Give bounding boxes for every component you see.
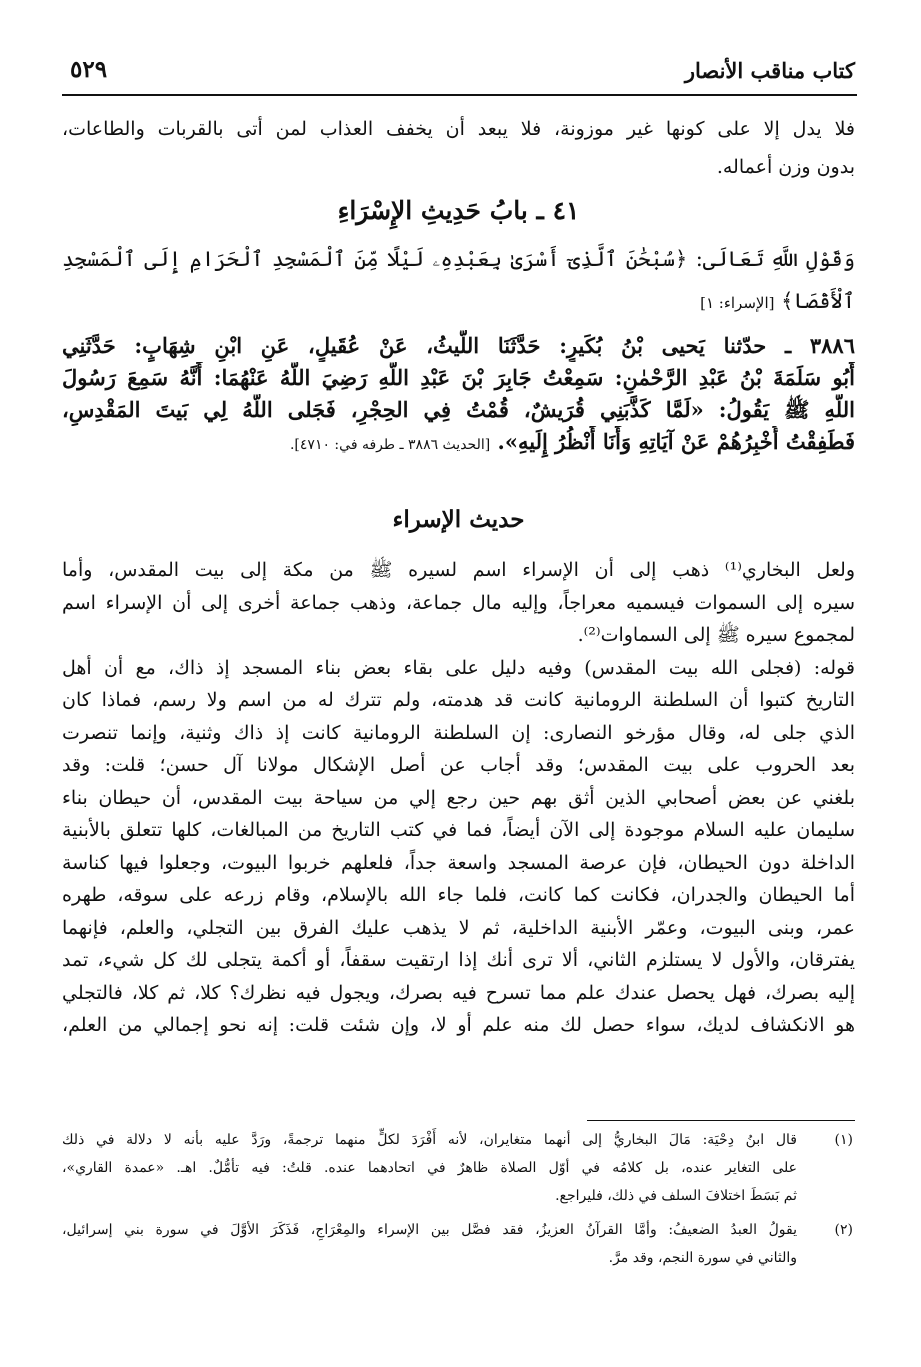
- commentary-line: التاريخ كتبوا أن السلطنة الرومانية كانت قد هدمته، ولم تترك له من اسم ولا رسم، فماذا كان: [62, 689, 855, 711]
- footnotes: [62, 1126, 855, 1278]
- commentary-line: أما الحيطان والجدران، فكانت كما كانت، فلما جاء الله بالإسلام، وقام زرعه على سوقه، طهره: [62, 884, 855, 906]
- footnote-1: [62, 1126, 855, 1210]
- footnote-line: والثاني في سورة النجم، وقد مرَّ.: [608, 1250, 797, 1266]
- hadith-text-end: فَطَفِقْتُ أُخْبِرُهُمْ عَنْ آيَاتِهِ وَأَنَا أَنْظُرُ إِلَيهِ».: [497, 429, 855, 454]
- footnote-2: [62, 1216, 855, 1272]
- text-line: بدون وزن أعماله.: [716, 156, 855, 178]
- quran-verse: [62, 238, 855, 324]
- page-number: ٥٢٩: [70, 56, 108, 83]
- book-title: كتاب مناقب الأنصار: [684, 58, 855, 83]
- footnote-line: يقولُ العبدُ الضعيفُ: وأمَّا القرآنُ العزيزُ، فقد فصَّل بين الإسراء والمِعْرَاجِ، فَذَكَرَ الأوَّلَ في سورة بني إسرائيل،: [62, 1222, 797, 1238]
- hadith-reference: [الحديث ٣٨٨٦ ـ طرفه في: ٤٧١٠].: [289, 437, 491, 453]
- verse-line-last: [62, 280, 855, 324]
- commentary-line: سيره إلى السموات فيسميه معراجاً، وإليه مال جماعة، وذهب جماعة أخرى إلى أن الإسراء اسم: [62, 591, 855, 614]
- footnote-rule: [587, 1120, 855, 1121]
- footnote-body: [62, 1126, 797, 1210]
- footnote-body: [62, 1216, 797, 1272]
- commentary-line: إليه بصرك، فهل يحصل عندك علم مما تسرح فيه بصرك، ويجول فيه نظرك؟ كلا، ثم كلا، فالتجلي: [62, 981, 855, 1004]
- footnote-marker: (١): [834, 1132, 853, 1148]
- commentary-line: بلغني عن بعض أصحابي الذين أثق بهم حين رجع إلي من سياحة بيت المقدس، أن حيطان بناء: [62, 786, 855, 809]
- hadith-line: ٣٨٨٦ ـ حدّثنا يَحيى بْنُ بُكَيرٍ: حَدَّثَنَا اللَّيثُ، عَنْ عُقَيلٍ، عَنِ ابْنِ شِهَابٍ: حَدَّثَنِي: [62, 333, 855, 358]
- verse-text: ٱلْأَقْصَا﴾: [781, 289, 855, 313]
- footnote-line: على التغاير عنده، بل كلامُه في أوّل الصلاة ظاهرٌ في اتحادهما عنده. قلتُ: فيه تأمُّلٌ. اهـ. «عمدة القاري»،: [62, 1160, 797, 1176]
- verse-citation: [الإسراء: ١]: [700, 294, 775, 312]
- hadith-line-last: [62, 426, 855, 461]
- verse-line: وَقَوْلِ اللَّهِ تَعَالَى: ﴿سُبْحَٰنَ ٱلَّذِىٓ أَسْرَىٰ بِعَبْدِهِۦ لَيْلًا مِّنَ ٱلْمَسْجِدِ ٱلْحَرَامِ إِلَى ٱلْمَسْجِدِ: [62, 247, 855, 271]
- commentary-body: [62, 554, 855, 1042]
- commentary-line: قوله: (فجلى الله بيت المقدس) وفيه دليل على بقاء بعض بناء المسجد إذ ذاك، مع أن أهل: [62, 656, 855, 679]
- commentary-line: هو الانكشاف لديك، سواء حصل لك منه علم أو لا، وإن شئت قلت: إنه نحو إجمالي من العلم،: [62, 1014, 855, 1036]
- footnote-marker: (٢): [834, 1222, 853, 1238]
- text-line: فلا يدل إلا على كونها غير موزونة، فلا يبعد أن يخفف العذاب لمن أتى بالقربات والطاعات،: [62, 118, 855, 140]
- hadith-text: [62, 330, 855, 461]
- footnote-line: ثم بَسَطَ اختلافَ السلف في ذلك، فليراجع.: [555, 1188, 797, 1204]
- hadith-line: أَبُو سَلَمَةَ بْنُ عَبْدِ الرَّحْمٰنِ: سَمِعْتُ جَابِرَ بْنَ عَبْدِ اللَّهِ رَضِيَ اللَّهُ عَنْهُمَا: أَنَّهُ سَمِعَ رَسُولَ: [62, 365, 855, 390]
- chapter-heading: ٤١ ـ بابُ حَدِيثِ الإِسْرَاءِ: [337, 196, 580, 225]
- hadith-line: اللَّهِ ﷺ يَقُولُ: «لَمَّا كَذَّبَنِي قُرَيشٌ، قُمْتُ فِي الحِجْرِ، فَجَلى اللَّهُ لِي بَيتَ المَقْدِسِ،: [62, 397, 855, 422]
- footnote-line: قال ابنُ دِحْيَة: مَالَ البخاريُّ إلى أنهما متغايران، لأنه أَفْرَدَ لكلٍّ منهما ترجمةً، ورَدَّ عليه بأنه لا دلالة في ذلك: [62, 1132, 797, 1148]
- commentary-line: ولعل البخاري⁽¹⁾ ذهب إلى أن الإسراء اسم لسيره ﷺ من مكة إلى بيت المقدس، وأما: [62, 559, 855, 581]
- commentary-line: عمر، وبنى البيوت، وعمّر الأبنية الداخلية، ثم لا يذهب عليك الفرق بين التجلي، والعلم، فإنهما: [62, 916, 855, 939]
- commentary-line: لمجموع سيره ﷺ إلى السماوات⁽²⁾.: [577, 624, 855, 646]
- intro-paragraph: [62, 110, 855, 186]
- commentary-line: الداخلة دون الحيطان، فإن عرصة المسجد واسعة جداً، فلعلهم خربوا البيوت، وجعلوا فيها كناسة: [62, 851, 855, 874]
- commentary-line: بعد الحروب على بيت المقدس؛ وقد أجاب عن أصل الإشكال مولانا آل حسن؛ قلت: وقد: [62, 754, 855, 776]
- running-header: [64, 56, 855, 92]
- commentary-line: سليمان عليه السلام موجودة إلى الآن أيضاً، فما في كتب التاريخ من المبالغات، كلها تتعلق بالأبنية: [62, 819, 855, 841]
- commentary-line: يفترقان، والأول لا يستلزم الثاني، ألا ترى أنك إذا ارتقيت سقفاً، أو أكمة يتجلى لك كل شيء، تمد: [62, 949, 855, 971]
- header-rule: [62, 94, 857, 96]
- section-heading: حديث الإسراء: [392, 506, 525, 533]
- commentary-line: الذي جلى له، وقال مؤرخو النصارى: إن السلطنة الرومانية كانت إذ ذاك وثنية، وإنما تنصرت: [62, 721, 855, 744]
